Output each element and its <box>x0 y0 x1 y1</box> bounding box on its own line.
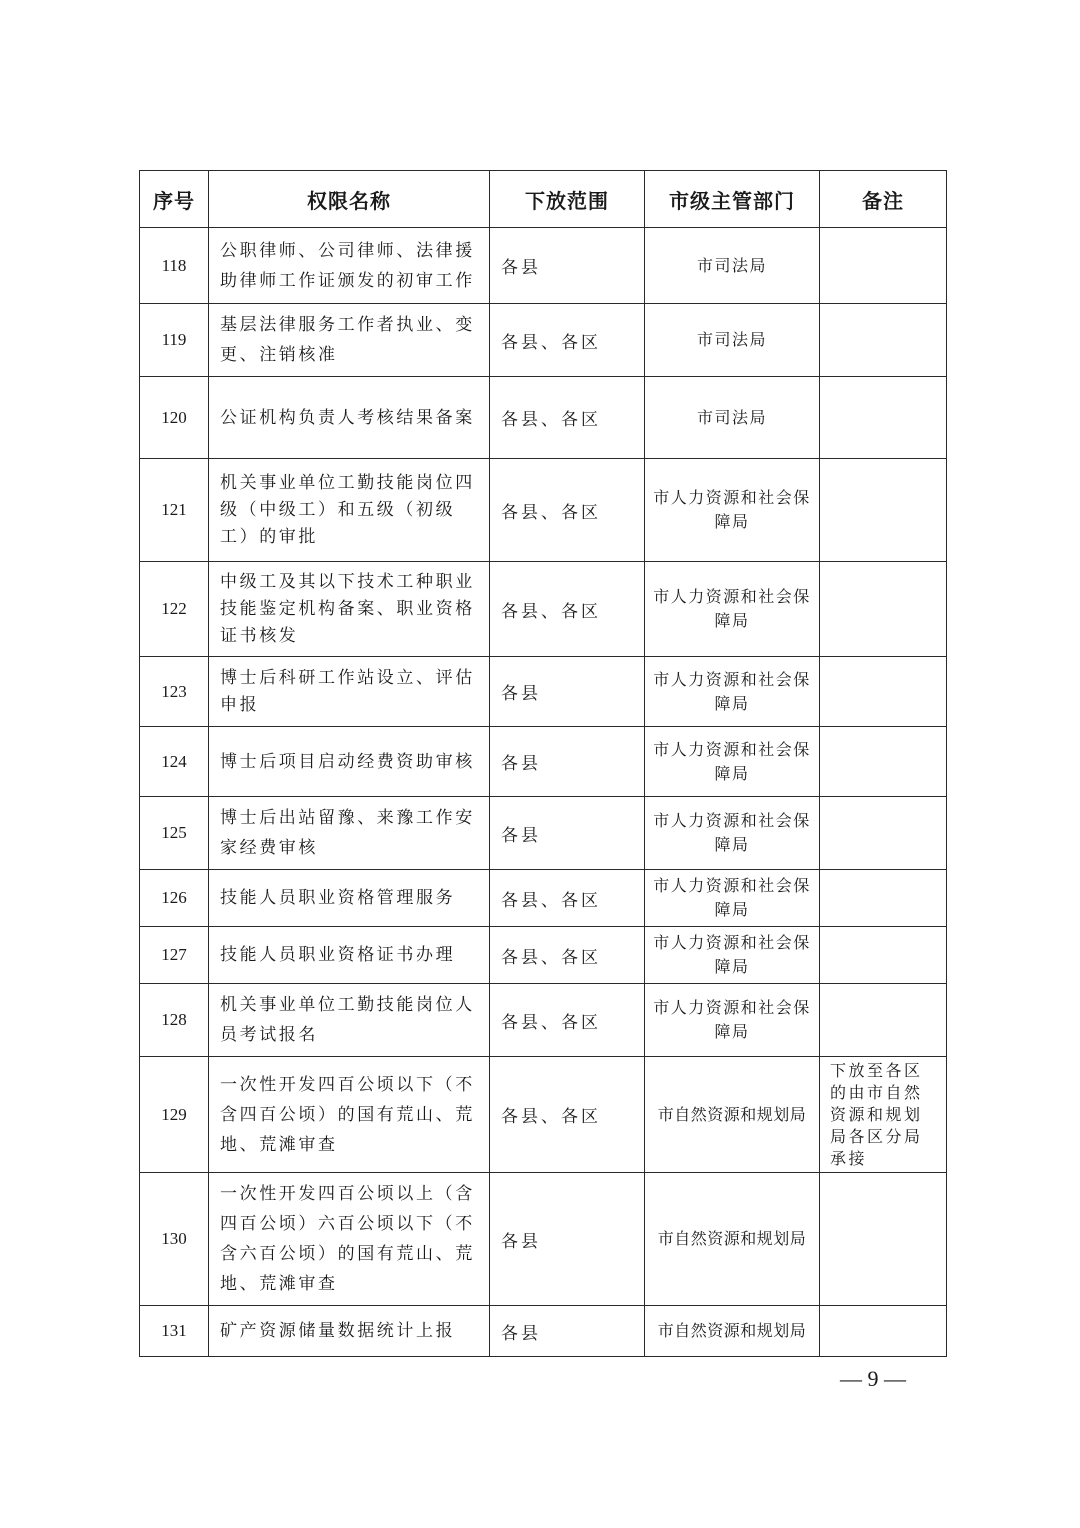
row-authority-name: 机关事业单位工勤技能岗位四级（中级工）和五级（初级工）的审批 <box>209 459 490 562</box>
row-department: 市人力资源和社会保障局 <box>645 459 820 562</box>
row-remarks <box>820 657 947 727</box>
row-remarks <box>820 797 947 870</box>
row-authority-name: 一次性开发四百公顷以上（含四百公顷）六百公顷以下（不含六百公顷）的国有荒山、荒地、荒滩审查 <box>209 1173 490 1306</box>
row-department: 市人力资源和社会保障局 <box>645 984 820 1057</box>
table-row <box>140 377 947 459</box>
row-remarks <box>820 984 947 1057</box>
row-authority-name: 技能人员职业资格证书办理 <box>209 927 490 984</box>
table-row <box>140 304 947 377</box>
row-remarks <box>820 377 947 459</box>
row-scope: 各县、各区 <box>490 870 645 927</box>
row-authority-name: 博士后出站留豫、来豫工作安家经费审核 <box>209 797 490 870</box>
row-department: 市自然资源和规划局 <box>645 1173 820 1306</box>
row-department: 市司法局 <box>645 304 820 377</box>
row-scope: 各县、各区 <box>490 304 645 377</box>
row-scope: 各县 <box>490 1173 645 1306</box>
row-serial: 121 <box>140 459 209 562</box>
row-department: 市司法局 <box>645 377 820 459</box>
table-row <box>140 870 947 927</box>
row-scope: 各县、各区 <box>490 377 645 459</box>
row-scope: 各县 <box>490 228 645 304</box>
row-scope: 各县、各区 <box>490 1057 645 1173</box>
row-department: 市人力资源和社会保障局 <box>645 927 820 984</box>
table-row <box>140 1057 947 1173</box>
row-remarks <box>820 562 947 657</box>
row-remarks: 下放至各区的由市自然资源和规划局各区分局承接 <box>820 1057 947 1173</box>
header-serial: 序号 <box>140 171 209 228</box>
table-row <box>140 228 947 304</box>
row-authority-name: 技能人员职业资格管理服务 <box>209 870 490 927</box>
row-serial: 120 <box>140 377 209 459</box>
row-scope: 各县 <box>490 1306 645 1357</box>
row-authority-name: 中级工及其以下技术工种职业技能鉴定机构备案、职业资格证书核发 <box>209 562 490 657</box>
table-row <box>140 727 947 797</box>
row-serial: 125 <box>140 797 209 870</box>
row-department: 市人力资源和社会保障局 <box>645 657 820 727</box>
table-row <box>140 797 947 870</box>
row-serial: 130 <box>140 1173 209 1306</box>
table-row <box>140 927 947 984</box>
table-header-row <box>140 171 947 228</box>
header-authority-name: 权限名称 <box>209 171 490 228</box>
row-serial: 126 <box>140 870 209 927</box>
row-serial: 131 <box>140 1306 209 1357</box>
row-department: 市自然资源和规划局 <box>645 1057 820 1173</box>
row-remarks <box>820 927 947 984</box>
row-scope: 各县、各区 <box>490 459 645 562</box>
table-row <box>140 1306 947 1357</box>
row-serial: 123 <box>140 657 209 727</box>
row-serial: 129 <box>140 1057 209 1173</box>
row-department: 市人力资源和社会保障局 <box>645 797 820 870</box>
row-authority-name: 博士后项目启动经费资助审核 <box>209 727 490 797</box>
row-serial: 118 <box>140 228 209 304</box>
table-row <box>140 984 947 1057</box>
authority-table <box>139 170 947 1357</box>
row-scope: 各县 <box>490 657 645 727</box>
row-serial: 127 <box>140 927 209 984</box>
row-remarks <box>820 228 947 304</box>
row-department: 市人力资源和社会保障局 <box>645 727 820 797</box>
row-remarks <box>820 870 947 927</box>
row-remarks <box>820 727 947 797</box>
table-row <box>140 562 947 657</box>
row-scope: 各县、各区 <box>490 984 645 1057</box>
row-authority-name: 机关事业单位工勤技能岗位人员考试报名 <box>209 984 490 1057</box>
row-scope: 各县、各区 <box>490 927 645 984</box>
row-authority-name: 一次性开发四百公顷以下（不含四百公顷）的国有荒山、荒地、荒滩审查 <box>209 1057 490 1173</box>
row-serial: 124 <box>140 727 209 797</box>
table-row <box>140 657 947 727</box>
row-serial: 119 <box>140 304 209 377</box>
row-department: 市人力资源和社会保障局 <box>645 562 820 657</box>
row-department: 市司法局 <box>645 228 820 304</box>
row-remarks <box>820 304 947 377</box>
row-department: 市自然资源和规划局 <box>645 1306 820 1357</box>
row-authority-name: 公证机构负责人考核结果备案 <box>209 377 490 459</box>
row-scope: 各县 <box>490 727 645 797</box>
table-row <box>140 1173 947 1306</box>
row-remarks <box>820 1173 947 1306</box>
row-authority-name: 博士后科研工作站设立、评估申报 <box>209 657 490 727</box>
row-authority-name: 基层法律服务工作者执业、变更、注销核准 <box>209 304 490 377</box>
table-row <box>140 459 947 562</box>
row-remarks <box>820 459 947 562</box>
row-authority-name: 矿产资源储量数据统计上报 <box>209 1306 490 1357</box>
row-scope: 各县、各区 <box>490 562 645 657</box>
row-serial: 128 <box>140 984 209 1057</box>
row-authority-name: 公职律师、公司律师、法律援助律师工作证颁发的初审工作 <box>209 228 490 304</box>
header-delegation-scope: 下放范围 <box>490 171 645 228</box>
header-city-department: 市级主管部门 <box>645 171 820 228</box>
row-department: 市人力资源和社会保障局 <box>645 870 820 927</box>
header-remarks: 备注 <box>820 171 947 228</box>
page-number: — 9 — <box>840 1366 906 1391</box>
row-scope: 各县 <box>490 797 645 870</box>
row-remarks <box>820 1306 947 1357</box>
row-serial: 122 <box>140 562 209 657</box>
